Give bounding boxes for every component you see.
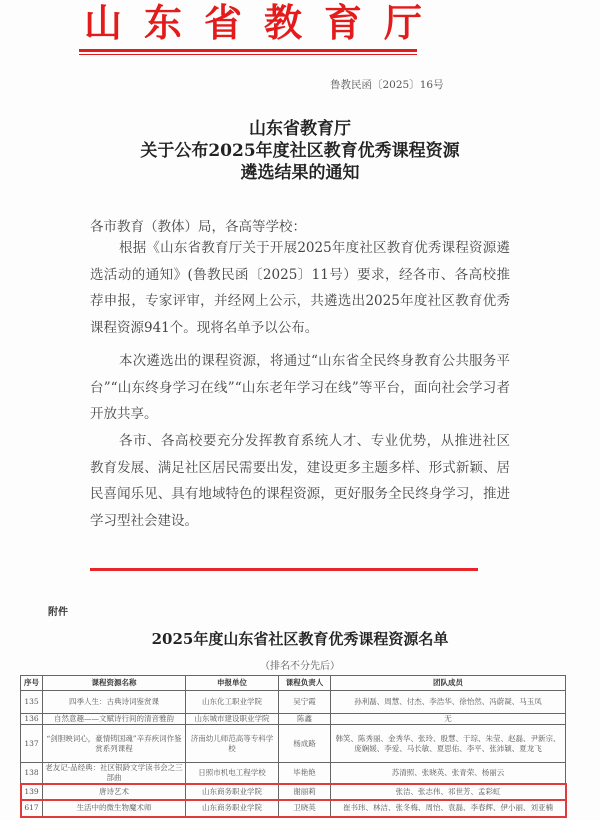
column-header: 序号 bbox=[21, 676, 43, 691]
team-members: 苏清照、张晓英、张青荣、杨丽云 bbox=[331, 763, 566, 784]
course-lead: 毕艳艳 bbox=[279, 763, 331, 784]
applicant-unit: 日照市机电工程学校 bbox=[186, 763, 279, 784]
letterhead-org-name: 山东省教育厅 bbox=[84, 0, 445, 45]
letterhead-rule-thin bbox=[79, 54, 417, 55]
notice-title-line-1: 山东省教育厅 bbox=[249, 119, 351, 139]
paragraph: 本次遴选出的课程资源，将通过“山东省全民终身教育公共服务平台”“山东终身学习在线”“山东老年学习在线”等平台，面向社会学习者开放共享。 bbox=[90, 353, 510, 422]
document-number: 鲁教民函〔2025〕16号 bbox=[330, 79, 444, 91]
team-members: 张洁、张志伟、祁世芳、孟彩虹 bbox=[331, 784, 566, 800]
table-row bbox=[21, 714, 566, 725]
paragraph: 各市、各高校要充分发挥教育系统人才、专业优势，从推进社区教育发展、满足社区居民需要出发，建设更多主题多样、形式新颖、居民喜闻乐见、具有地域特色的课程资源，更好服务全民终身学习，推进学习型社会建设。 bbox=[90, 433, 510, 529]
team-members: 崔书玮、林洁、张冬梅、周怡、袁磊、李春辉、伊小丽、刘亚楠 bbox=[331, 800, 566, 817]
course-lead: 杨成路 bbox=[279, 725, 331, 763]
course-lead: 谢丽莉 bbox=[279, 784, 331, 800]
paragraph: 根据《山东省教育厅关于开展2025年度社区教育优秀课程资源遴选活动的通知》(鲁教民函〔2025〕11号）要求，经各市、各高校推荐申报，专家评审，并经网上公示，共遴选出2025年度社区教育优秀课程资源941个。现将名单予以公布。 bbox=[90, 240, 510, 336]
applicant-unit: 山东城市建设职业学院 bbox=[186, 714, 279, 725]
applicant-unit: 山东商务职业学院 bbox=[186, 784, 279, 800]
applicant-unit: 山东化工职业学院 bbox=[186, 691, 279, 714]
table-header-row bbox=[21, 676, 566, 691]
notice-title-line-3: 遴选结果的通知 bbox=[240, 163, 360, 183]
section-divider bbox=[90, 568, 478, 571]
course-name: 老友记·品经典：社区银龄文学读书会之三部曲 bbox=[43, 763, 186, 784]
team-members: 韩笑、陈秀丽、金秀华、张玲、殷慧、于琮、朱莹、赵磊、尹新宗、庞娴媛、李爱、马长敏、夏思佑、李平、张沛颖、夏龙飞 bbox=[331, 725, 566, 763]
table-row bbox=[21, 691, 566, 714]
course-lead: 卫晓英 bbox=[279, 800, 331, 817]
highlight-box-row-617 bbox=[20, 799, 567, 818]
salutation: 各市教育（教体）局，各高等学校： bbox=[90, 219, 306, 235]
annex-subtitle: （排名不分先后） bbox=[260, 661, 340, 672]
course-name: 生活中的微生物魔术师 bbox=[43, 800, 186, 817]
column-header: 课程负责人 bbox=[279, 676, 331, 691]
column-header: 申报单位 bbox=[186, 676, 279, 691]
applicant-unit: 济南幼儿师范高等专科学校 bbox=[186, 725, 279, 763]
row-number: 135 bbox=[21, 691, 43, 714]
course-name: “剑胆映词心，豪情铸国魂”辛弃疾词作鉴赏系列课程 bbox=[43, 725, 186, 763]
course-lead: 陈鑫 bbox=[279, 714, 331, 725]
team-members: 无 bbox=[331, 714, 566, 725]
annex-title: 2025年度山东省社区教育优秀课程资源名单 bbox=[151, 630, 449, 648]
row-number: 139 bbox=[21, 784, 43, 800]
column-header: 课程资源名称 bbox=[43, 676, 186, 691]
table-row bbox=[21, 725, 566, 763]
table-row bbox=[21, 763, 566, 784]
row-number: 138 bbox=[21, 763, 43, 784]
column-header: 团队成员 bbox=[331, 676, 566, 691]
applicant-unit: 山东商务职业学院 bbox=[186, 800, 279, 817]
annex-label: 附件 bbox=[48, 607, 68, 618]
team-members: 孙利磊、周慧、付杰、李浩华、徐怡然、冯蔚凝、马玉凤 bbox=[331, 691, 566, 714]
course-lead: 吴宁霞 bbox=[279, 691, 331, 714]
course-name: 唐诗艺术 bbox=[43, 784, 186, 800]
notice-title-line-2: 关于公布2025年度社区教育优秀课程资源 bbox=[140, 141, 460, 161]
row-number: 617 bbox=[21, 800, 43, 817]
course-name: 四季人生：古典诗词鉴赏课 bbox=[43, 691, 186, 714]
course-name: 自然意趣——文赋诗行间的清音雅韵 bbox=[43, 714, 186, 725]
letterhead-rule bbox=[79, 49, 417, 52]
row-number: 137 bbox=[21, 725, 43, 763]
row-number: 136 bbox=[21, 714, 43, 725]
